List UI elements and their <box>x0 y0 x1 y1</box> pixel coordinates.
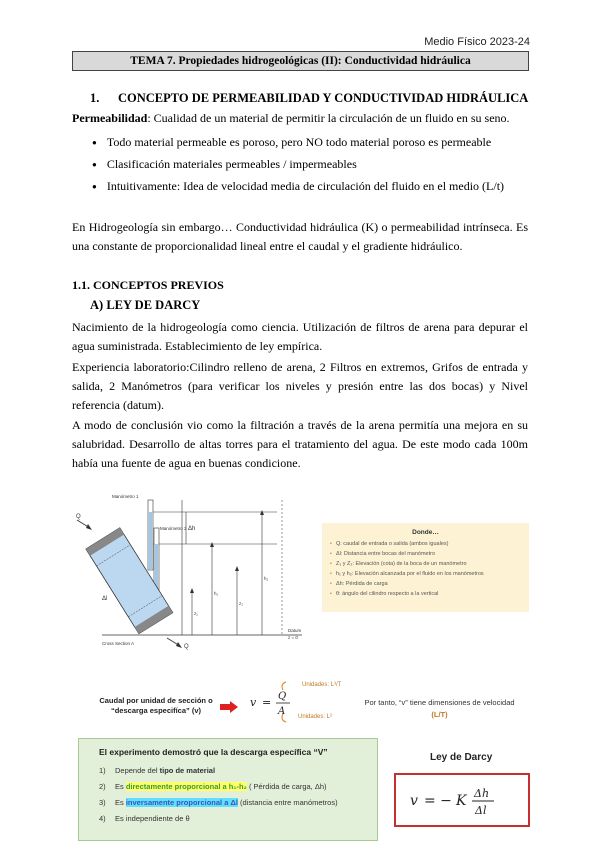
course-header: Medio Físico 2023-24 <box>424 36 530 48</box>
item-text: (distancia entre manómetros) <box>237 798 338 807</box>
conclusion-item <box>99 763 377 779</box>
legend-box <box>322 523 529 612</box>
svg-text:v: v <box>410 793 418 809</box>
z2-label: z₂ <box>239 601 243 606</box>
manometer-1-label: Manómetro 1 <box>112 494 139 499</box>
bullet-item: ● Intuitivamente: Idea de velocidad media de circulación del fluido en el medio (L/t) <box>92 176 504 198</box>
item-number: 3) <box>99 798 106 807</box>
velocity-dimension-note <box>352 697 527 721</box>
darcy-law-title: Ley de Darcy <box>430 752 493 763</box>
svg-text:K: K <box>456 793 467 809</box>
item-number: 4) <box>99 814 106 823</box>
hydraulic-conductivity-paragraph: En Hidrogeología sin embargo… Conductividad hidráulica (K) o permeabilidad intrínseca. Es una constante de proporcionalidad lineal entre el caudal y el gradiente hidráulico. <box>72 220 528 253</box>
svg-text:v: v <box>250 696 257 709</box>
section-1-title: CONCEPTO DE PERMEABILIDAD Y CONDUCTIVIDAD HIDRÁULICA <box>118 91 529 105</box>
section-1-heading <box>90 91 528 106</box>
item-highlight: directamente proporcional a h₁-h₂ <box>125 782 247 791</box>
datum-z-label: z = 0 <box>288 635 298 640</box>
page-title: TEMA 7. Propiedades hidrogeológicas (II): Conductividad hidráulica <box>72 51 529 71</box>
item-text: Depende del <box>115 766 160 775</box>
h2-label: h₂ <box>264 576 269 581</box>
legend-item: ▪ h₁ y h₂: Elevación alcanzada por el fluido en los manómetros <box>330 569 529 579</box>
darcy-paragraph-1: Nacimiento de la hidrogeología como ciencia. Utilización de filtros de arena para depurar el agua suministrada. Establecimiento de ley empírica. <box>72 320 528 353</box>
permeability-definition <box>72 110 528 127</box>
legend-item: ▪ Q: caudal de entrada o salida (ambos iguales) <box>330 539 529 549</box>
svg-text:Δh: Δh <box>474 787 490 800</box>
item-text: Es <box>115 782 126 791</box>
svg-text:Δl: Δl <box>475 804 487 817</box>
bullet-item: ● Todo material permeable es poroso, pero NO todo material poroso es permeable <box>92 132 504 154</box>
item-number: 1) <box>99 766 106 775</box>
darcy-subheading: A) LEY DE DARCY <box>90 298 201 312</box>
darcy-paragraph-3: A modo de conclusión vio como la filtración a través de la arena permitía una mejora en su salubridad. Desarrollo de altas torres para el tratamiento del agua. De este modo cada 100m había una fuente de agua en buenas condicione. <box>72 418 528 470</box>
section-1-1-heading: 1.1. CONCEPTOS PREVIOS <box>72 278 224 292</box>
item-number: 2) <box>99 782 106 791</box>
item-highlight: tipo de material <box>159 766 216 775</box>
conclusion-item <box>99 811 377 827</box>
experiment-title: El experimento demostró que la descarga específica “V” <box>99 747 328 757</box>
permeability-bullets <box>92 132 504 198</box>
legend-item: ▪ Δl: Distancia entre bocas del manómetro <box>330 549 529 559</box>
bullet-item: ● Clasificación materiales permeables / impermeables <box>92 154 504 176</box>
darcy-paragraph-2: Experiencia laboratorio:Cilindro relleno de arena, 2 Filtros en extremos, Grifos de entrada y salida, 2 Manómetros (para verificar los niveles y presión entre las dos bocas) y Nivel referencia (datum). <box>72 360 528 412</box>
conclusion-item <box>99 795 377 811</box>
legend-title: Donde… <box>412 529 439 536</box>
svg-text:= −: = − <box>424 793 452 809</box>
velocity-units: (L/T) <box>431 710 448 719</box>
item-text: ( Pérdida de carga, Δh) <box>246 782 327 791</box>
darcy-apparatus-diagram <box>72 490 317 650</box>
item-text: Es <box>115 798 126 807</box>
legend-item: ▪ Δh: Pérdida de carga <box>330 579 529 589</box>
conclusion-item <box>99 779 377 795</box>
manometer-2-label: Manómetro 2 <box>160 526 187 531</box>
cross-section-label: Cross Section A <box>102 641 135 646</box>
velocity-note-text: Por tanto, “v” tiene dimensiones de velocidad <box>364 698 515 707</box>
section-1-number: 1. <box>90 91 100 105</box>
dl-label: Δl <box>102 596 108 602</box>
q-out-label: Q <box>184 644 189 650</box>
z1-label: z₁ <box>194 611 198 616</box>
darcy-law-equation <box>394 773 530 827</box>
dh-label: Δh <box>188 526 196 532</box>
datum-label: Datum <box>288 628 302 633</box>
svg-text:A: A <box>278 706 286 717</box>
q-in-label: Q <box>76 514 81 520</box>
item-highlight: inversamente proporcional a Δl <box>125 798 238 807</box>
specific-discharge-caption: Caudal por unidad de sección o “descarga especifíca” (v) <box>99 696 213 715</box>
red-arrow-icon <box>220 701 238 713</box>
svg-text:Q: Q <box>278 691 287 702</box>
legend-item: ▪ Z₁ y Z₂: Elevación (cota) de la boca de un manómetro <box>330 559 529 569</box>
experiment-conclusions-box <box>78 738 378 841</box>
units-top-label: Unidades: L³/T <box>302 682 342 688</box>
h1-label: h₁ <box>214 591 219 596</box>
item-text: Es independiente de θ <box>115 814 190 823</box>
legend-item: ▪ θ: ángulo del cilindro respecto a la vertical <box>330 589 529 599</box>
svg-text:=: = <box>262 696 272 709</box>
permeability-term: Permeabilidad <box>72 111 148 125</box>
units-bottom-label: Unidades: L² <box>298 714 333 720</box>
permeability-text: : Cualidad de un material de permitir la circulación de un fluido en su seno. <box>147 111 510 125</box>
